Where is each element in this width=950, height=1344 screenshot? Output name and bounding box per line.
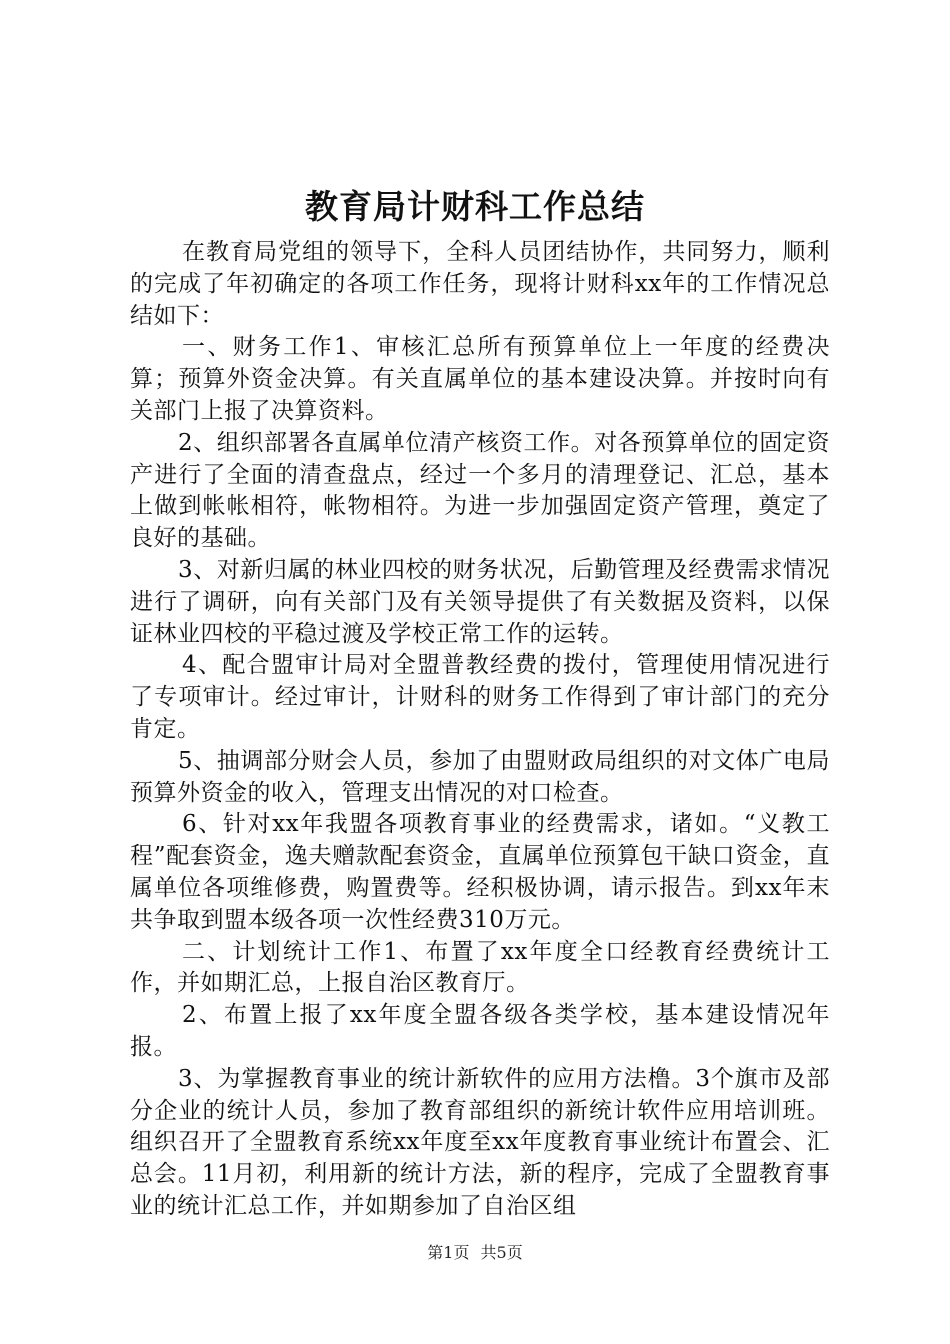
paragraph-statistics-1: 二、计划统计工作1、布置了xx年度全口经教育经费统计工作，并如期汇总，上报自治区教育厅。 xyxy=(130,938,830,997)
paragraph-finance-2: 2、组织部署各直属单位清产核资工作。对各预算单位的固定资产进行了全面的清查盘点，经过一个多月的清理登记、汇总，基本上做到帐帐相符，帐物相符。为进一步加强固定资产管理，奠定了良好的基础。 xyxy=(130,429,830,552)
paragraph-intro: 在教育局党组的领导下，全科人员团结协作，共同努力，顺利的完成了年初确定的各项工作任务，现将计财科xx年的工作情况总结如下： xyxy=(130,239,830,329)
paragraph-finance-6: 6、针对xx年我盟各项教育事业的经费需求，诸如。“义教工程”配套资金，逸夫赠款配套资金，直属单位预算包干缺口资金，直属单位各项维修费，购置费等。经积极协调，请示报告。到xx年末共争取到盟本级各项一次性经费310万元。 xyxy=(130,811,830,933)
paragraph-statistics-2: 2、布置上报了xx年度全盟各级各类学校，基本建设情况年报。 xyxy=(130,1002,830,1060)
paragraph-statistics-3: 3、为掌握教育事业的统计新软件的应用方法橹。3个旗市及部分企业的统计人员，参加了教育部组织的新统计软件应用培训班。组织召开了全盟教育系统xx年度至xx年度教育事业统计布置会、汇总会。11月初，利用新的统计方法，新的程序，完成了全盟教育事业的统计汇总工作，并如期参加了自治区组 xyxy=(130,1065,830,1219)
paragraph-finance-4: 4、配合盟审计局对全盟普教经费的拨付，管理使用情况进行了专项审计。经过审计，计财科的财务工作得到了审计部门的充分肯定。 xyxy=(130,652,830,742)
document-body xyxy=(130,237,830,1223)
paragraph-finance-3: 3、对新归属的林业四校的财务状况，后勤管理及经费需求情况进行了调研，向有关部门及有关领导提供了有关数据及资料，以保证林业四校的平稳过渡及学校正常工作的运转。 xyxy=(130,556,830,647)
paragraph-finance-1: 一、财务工作1、审核汇总所有预算单位上一年度的经费决算；预算外资金决算。有关直属单位的基本建设决算。并按时向有关部门上报了决算资料。 xyxy=(130,334,830,424)
document-title: 教育局计财科工作总结 xyxy=(305,187,645,226)
page-total: 共5页 xyxy=(480,1243,523,1262)
page-footer xyxy=(0,1240,950,1263)
paragraph-finance-5: 5、抽调部分财会人员，参加了由盟财政局组织的对文体广电局预算外资金的收入，管理支出情况的对口检查。 xyxy=(130,747,830,806)
page-number: 第1页 xyxy=(427,1243,470,1262)
